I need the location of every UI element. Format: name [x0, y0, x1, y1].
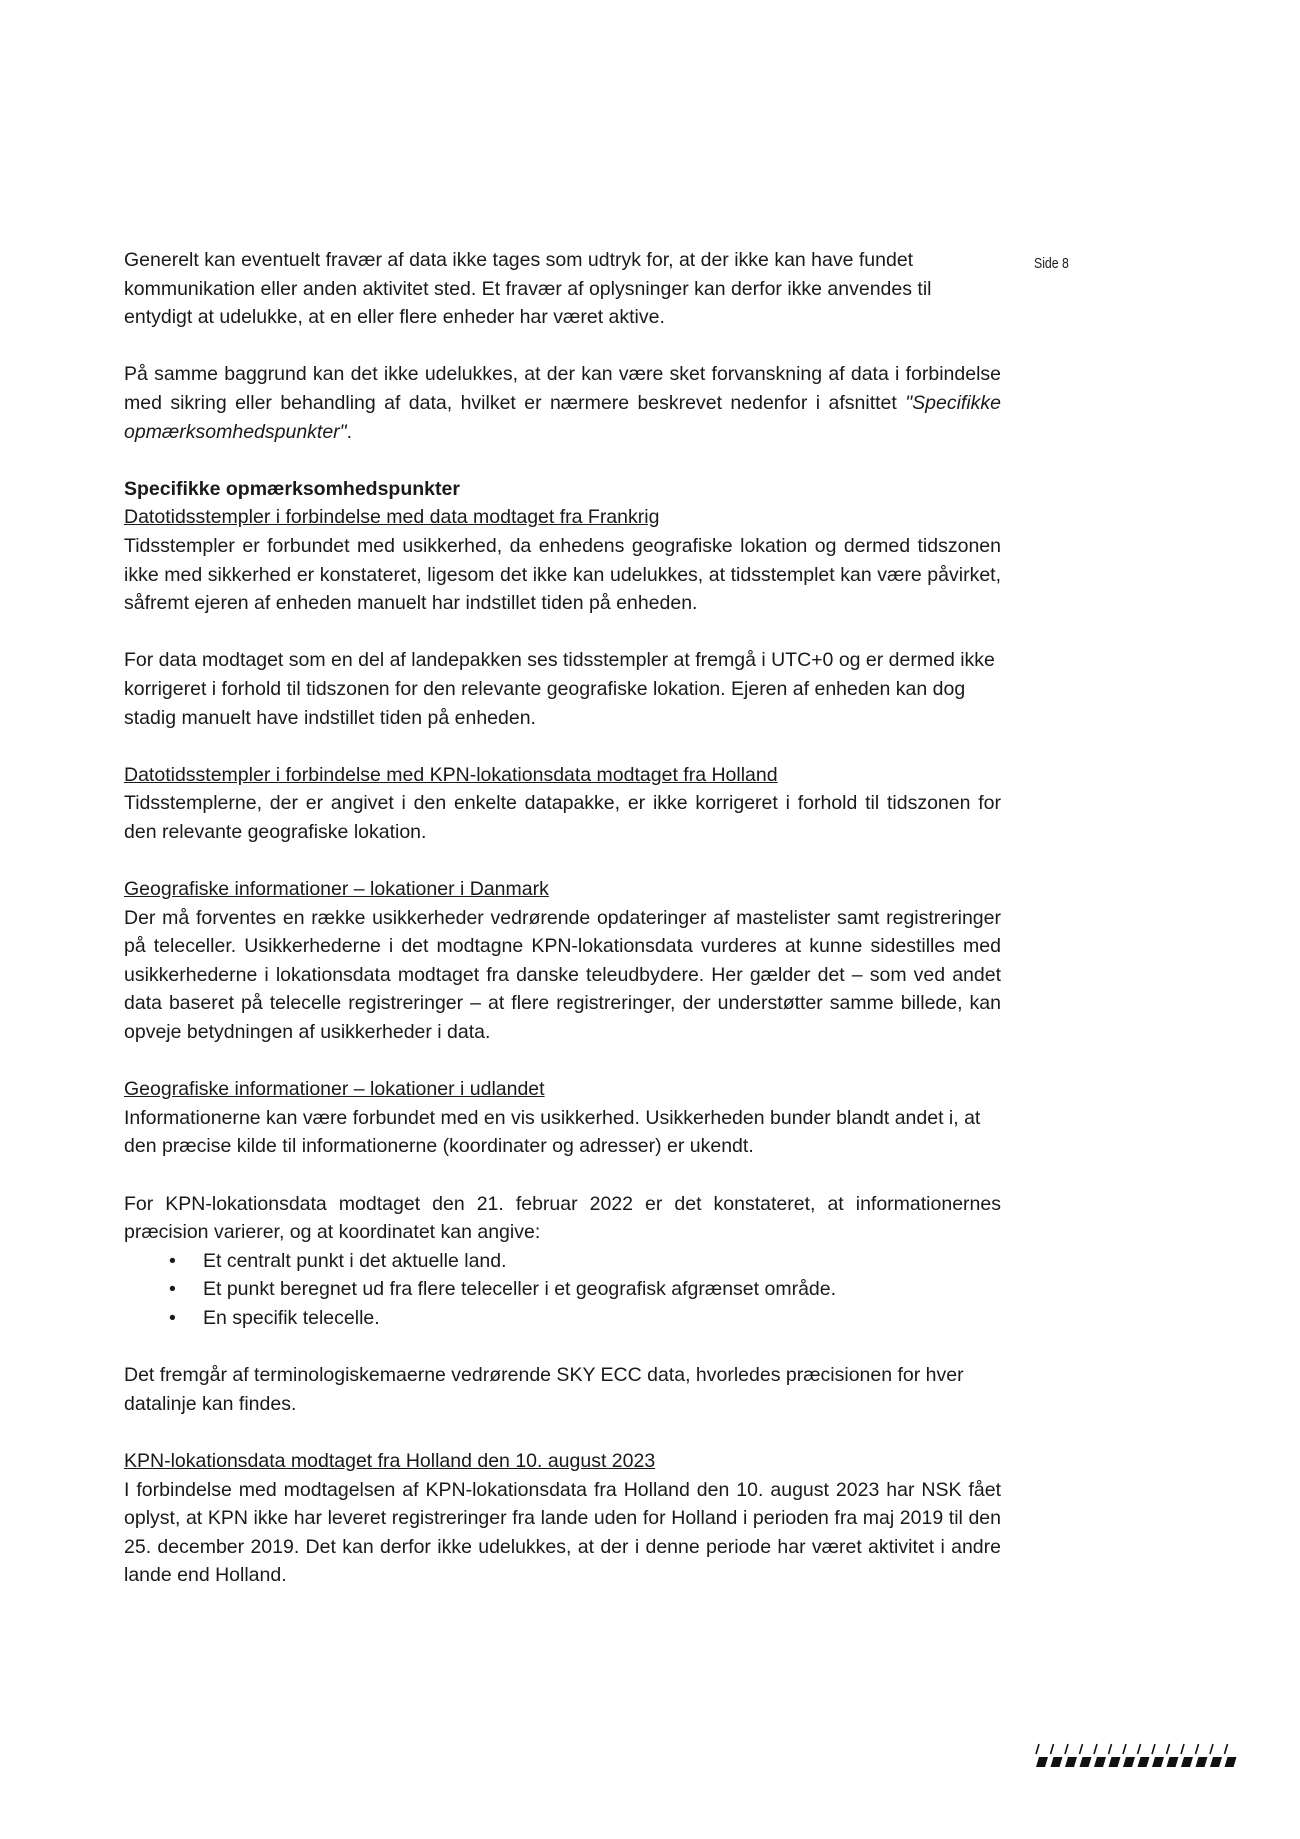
holland-paragraph-1: Tidsstemplerne, der er angivet i den enkelte datapakke, er ikke korrigeret i forhold til tidszonen for den relevante geografiske lokation. — [124, 792, 1001, 843]
hatch-block — [1051, 1757, 1063, 1767]
intro-paragraph-2 — [124, 360, 1001, 446]
subheading-frankrig: Datotidsstempler i forbindelse med data modtaget fra Frankrig — [124, 506, 660, 529]
bullet-item: • En specifik telecelle. — [124, 1304, 1001, 1333]
hatch-line — [1051, 1744, 1054, 1754]
subheading-holland: Datotidsstempler i forbindelse med KPN-lokationsdata modtaget fra Holland — [124, 763, 778, 786]
subheading-udlandet: Geografiske informationer – lokationer i udlandet — [124, 1078, 545, 1101]
intro-paragraph-2-text: På samme baggrund kan det ikke udelukkes, at der kan være sket forvanskning af data i forbindelse med sikring eller behandling af data, hvilket er nærmere beskrevet nedenfor i afsnittet — [124, 363, 1001, 414]
logo-mark — [1030, 1743, 1245, 1774]
hatch-line — [1094, 1744, 1097, 1754]
hatch-block — [1225, 1757, 1237, 1767]
hatch-block — [1080, 1757, 1092, 1767]
page-number: Side 8 — [1034, 255, 1069, 272]
hatch-line — [1138, 1744, 1141, 1754]
hatch-block — [1196, 1757, 1208, 1767]
hatch-line — [1196, 1744, 1199, 1754]
hatch-line — [1152, 1744, 1155, 1754]
frankrig-paragraph-2: For data modtaget som en del af landepakken ses tidsstempler at fremgå i UTC+0 og er dermed ikke korrigeret i forhold til tidszonen for den relevante geografiske lokation. Ejeren af enheden kan dog stadig manuelt have indstillet tiden på enheden. — [124, 649, 995, 729]
hatch-line — [1181, 1744, 1184, 1754]
hatch-line — [1210, 1744, 1213, 1754]
hatch-block — [1152, 1757, 1164, 1767]
hatch-line — [1065, 1744, 1068, 1754]
frankrig-paragraph-1: Tidsstempler er forbundet med usikkerhed, da enhedens geografiske lokation og dermed tidszonen ikke med sikkerhed er konstateret, ligesom det ikke kan udelukkes, at tidsstemplet kan være påvirket, såfremt ejeren af enheden manuelt har indstillet tiden på enheden. — [124, 534, 1001, 615]
hatch-block — [1123, 1757, 1135, 1767]
hatch-block — [1094, 1757, 1106, 1767]
document-body — [124, 246, 1001, 1590]
intro-paragraph-2-end: . — [346, 420, 353, 443]
hatch-block — [1181, 1757, 1193, 1767]
hatch-line — [1080, 1744, 1083, 1754]
hatch-line — [1225, 1744, 1228, 1754]
bullet-item: • Et centralt punkt i det aktuelle land. — [124, 1247, 1001, 1276]
hatch-line — [1036, 1744, 1039, 1754]
intro-paragraph-1: Generelt kan eventuelt fravær af data ikke tages som udtryk for, at der ikke kan have fundet kommunikation eller anden aktivitet sted. Et fravær af oplysninger kan derfor ikke anvendes til entydigt at udelukke, at en eller flere enheder har været aktive. — [124, 249, 932, 329]
hatched-logo-icon — [1030, 1743, 1245, 1769]
hatch-block — [1138, 1757, 1150, 1767]
hatch-line — [1109, 1744, 1112, 1754]
udlandet-paragraph-1: Informationerne kan være forbundet med en vis usikkerhed. Usikkerheden bunder blandt andet i, at den præcise kilde til informationerne (koordinater og adresser) er ukendt. — [124, 1106, 981, 1158]
subheading-danmark: Geografiske informationer – lokationer i Danmark — [124, 878, 549, 901]
hatch-block — [1065, 1757, 1077, 1767]
hatch-block — [1036, 1757, 1048, 1767]
precision-bullet-list — [124, 1247, 1001, 1333]
hatch-block — [1167, 1757, 1179, 1767]
hatch-block — [1109, 1757, 1121, 1767]
hatch-line — [1167, 1744, 1170, 1754]
udlandet-paragraph-2: For KPN-lokationsdata modtaget den 21. februar 2022 er det konstateret, at informationernes præcision varierer, og at koordinatet kan angive: — [124, 1192, 1001, 1244]
section-reference: "Specifikke opmærksomhedspunkter" — [124, 391, 1001, 443]
udlandet-paragraph-3: Det fremgår af terminologiskemaerne vedrørende SKY ECC data, hvorledes præcisionen for hver datalinje kan findes. — [124, 1364, 964, 1415]
section-heading: Specifikke opmærksomhedspunkter — [124, 477, 460, 500]
hatch-block — [1210, 1757, 1222, 1767]
bullet-item: • Et punkt beregnet ud fra flere teleceller i et geografisk afgrænset område. — [124, 1275, 1001, 1304]
subheading-august: KPN-lokationsdata modtaget fra Holland den 10. august 2023 — [124, 1449, 656, 1472]
august-paragraph-1: I forbindelse med modtagelsen af KPN-lokationsdata fra Holland den 10. august 2023 har NSK fået oplyst, at KPN ikke har leveret registreringer fra lande uden for Holland i perioden fra maj 2019 til den 25. december 2019. Det kan derfor ikke udelukkes, at der i denne periode har været aktivitet i andre lande end Holland. — [124, 1478, 1001, 1587]
hatch-line — [1123, 1744, 1126, 1754]
danmark-paragraph-1: Der må forventes en række usikkerheder vedrørende opdateringer af mastelister samt registreringer på teleceller. Usikkerhederne i det modtagne KPN-lokationsdata vurderes at kunne sidestilles med usikkerhederne i lokationsdata modtaget fra danske teleudbydere. Her gælder det – som ved andet data baseret på telecelle registreringer – at flere registreringer, der understøtter samme billede, kan opveje betydningen af usikkerheder i data. — [124, 906, 1001, 1044]
